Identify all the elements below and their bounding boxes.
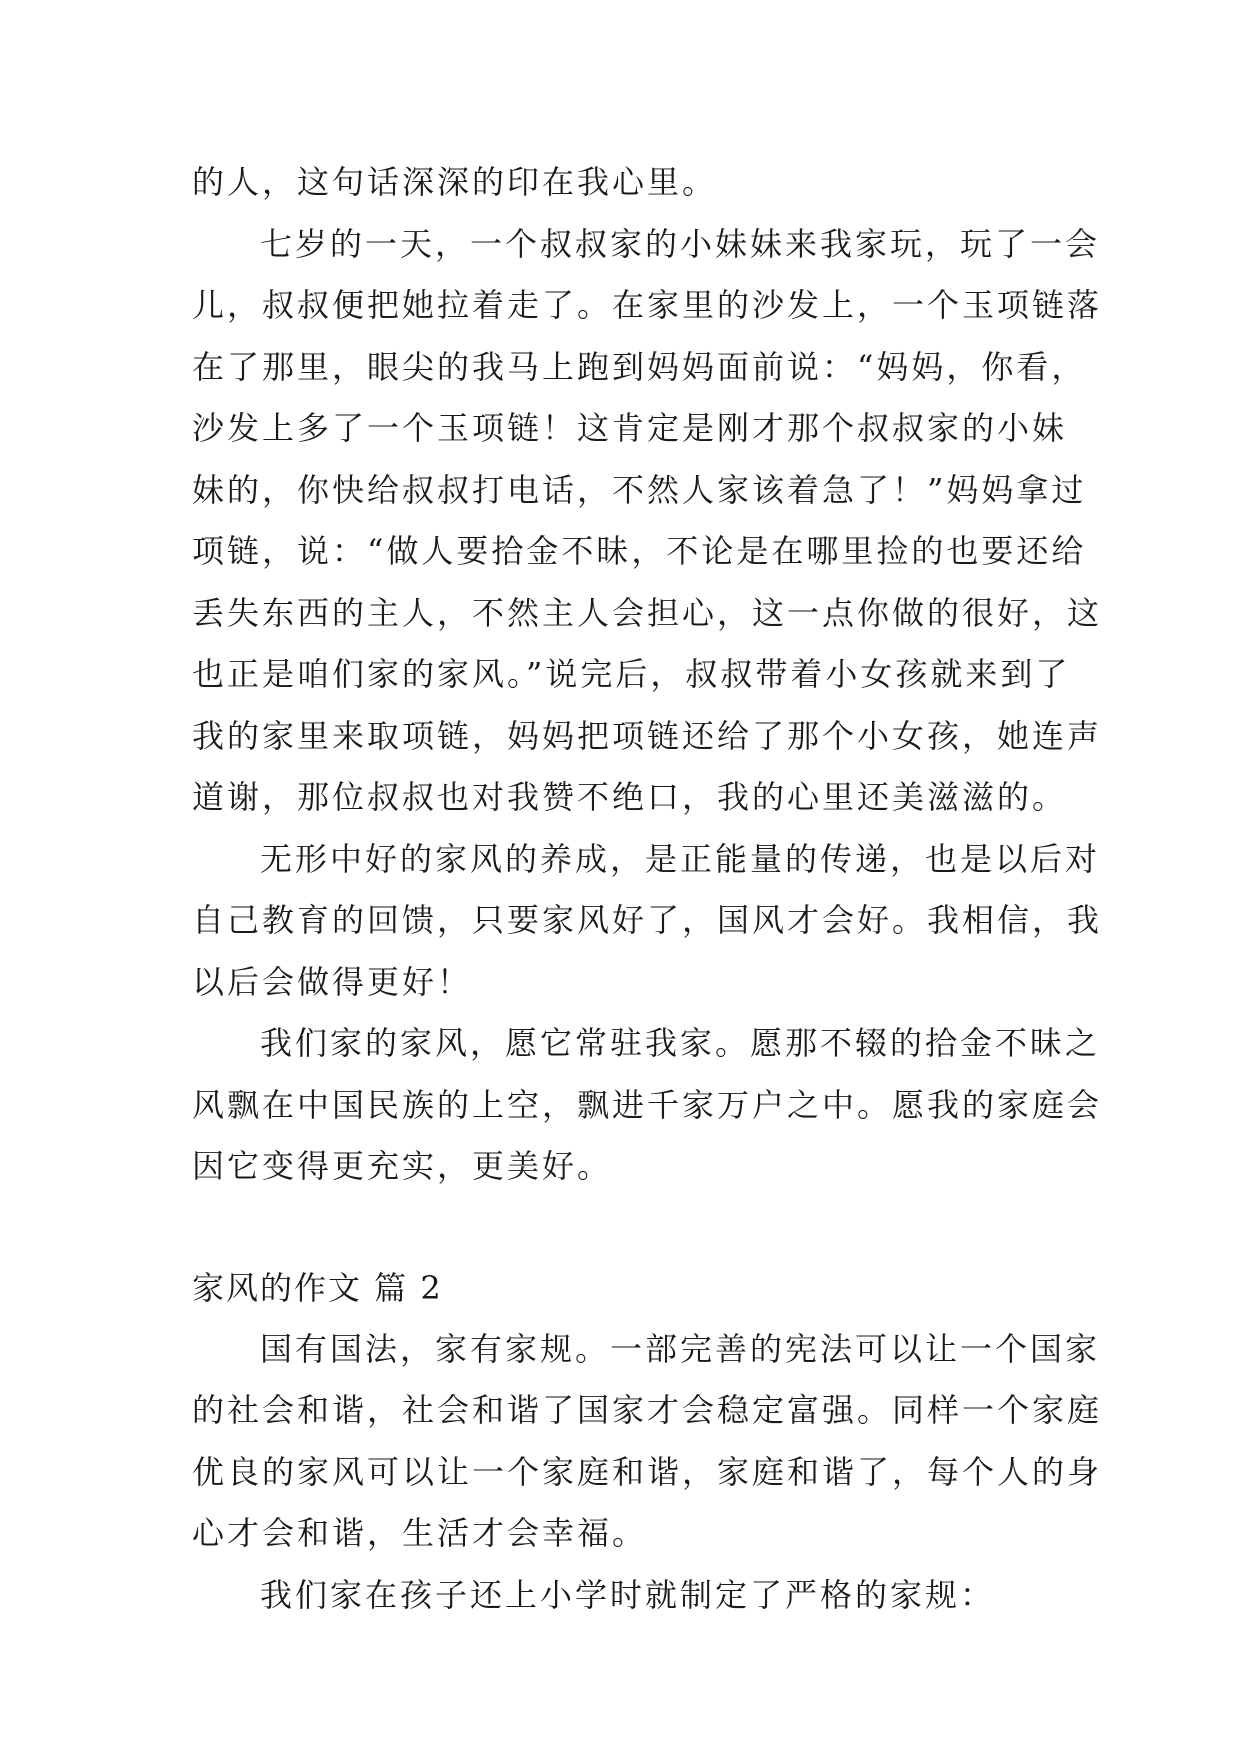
paragraph (192, 1565, 1056, 1627)
text-line: 也正是咱们家的家风。”说完后，叔叔带着小女孩就来到了 (192, 655, 1071, 693)
section-title: 家风的作文 篇 2 (192, 1268, 443, 1307)
paragraph (192, 1013, 1103, 1198)
section-gap (192, 1198, 1056, 1258)
text-line: 的社会和谐，社会和谐了国家才会稳定富强。同样一个家庭 (192, 1391, 1103, 1429)
text-line: 丢失东西的主人，不然主人会担心，这一点你做的很好，这 (192, 593, 1103, 632)
paragraph (192, 214, 1103, 829)
paragraph (192, 829, 1103, 1014)
text-line: 国有国法，家有家规。一部完善的宪法可以让一个国家 (260, 1329, 1101, 1368)
text-line: 妹的，你快给叔叔打电话，不然人家该着急了！”妈妈拿过 (192, 470, 1087, 509)
paragraph (192, 152, 1056, 214)
text-line: 因它变得更充实，更美好。 (192, 1147, 613, 1185)
text-line: 无形中好的家风的养成，是正能量的传递，也是以后对 (260, 839, 1101, 878)
text-line: 沙发上多了一个玉项链！这肯定是刚才那个叔叔家的小妹 (192, 409, 1068, 447)
paragraph (192, 1319, 1103, 1565)
text-line: 自己教育的回馈，只要家风好了，国风才会好。我相信，我 (192, 901, 1103, 939)
text-line: 道谢，那位叔叔也对我赞不绝口，我的心里还美滋滋的。 (192, 778, 1068, 816)
text-line: 以后会做得更好！ (192, 962, 473, 1001)
text-line: 在了那里，眼尖的我马上跑到妈妈面前说：“妈妈，你看， (192, 347, 1087, 386)
text-line: 我们家的家风，愿它常驻我家。愿那不辍的拾金不昧之 (260, 1024, 1101, 1062)
text-line: 项链，说：“做人要拾金不昧，不论是在哪里捡的也要还给 (192, 532, 1087, 570)
text-line: 的人，这句话深深的印在我心里。 (192, 163, 718, 201)
text-line: 风飘在中国民族的上空，飘进千家万户之中。愿我的家庭会 (192, 1085, 1103, 1124)
text-line: 心才会和谐，生活才会幸福。 (192, 1514, 648, 1552)
document-page (192, 152, 1103, 1626)
text-line: 我们家在孩子还上小学时就制定了严格的家规： (260, 1575, 996, 1614)
text-line: 优良的家风可以让一个家庭和谐，家庭和谐了，每个人的身 (192, 1452, 1103, 1491)
text-line: 七岁的一天，一个叔叔家的小妹妹来我家玩，玩了一会 (260, 224, 1101, 263)
text-line: 我的家里来取项链，妈妈把项链还给了那个小女孩，她连声 (192, 716, 1103, 755)
text-line: 儿，叔叔便把她拉着走了。在家里的沙发上，一个玉项链落 (192, 286, 1103, 324)
